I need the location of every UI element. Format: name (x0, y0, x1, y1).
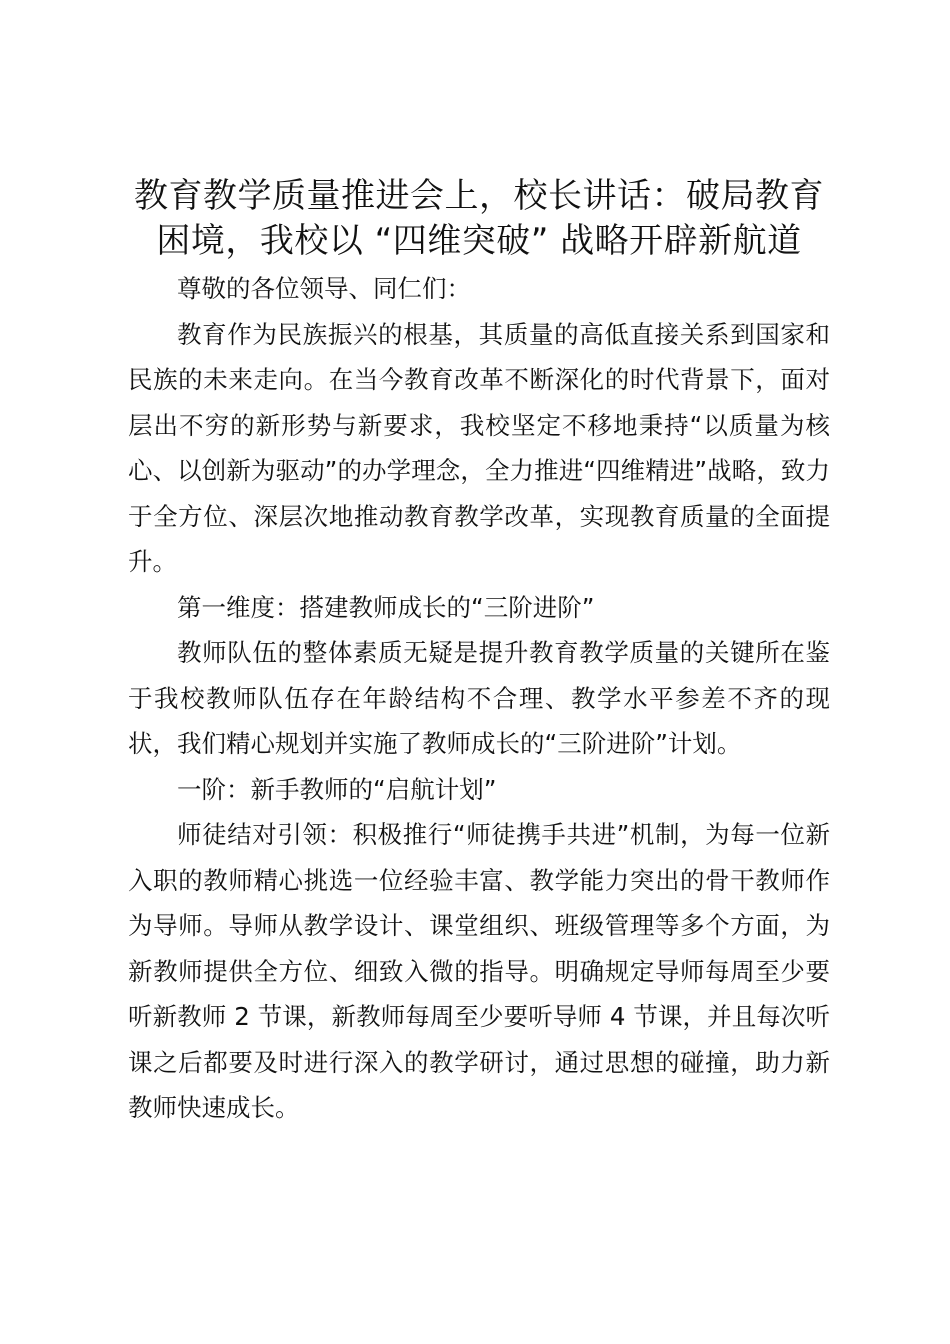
title-line-1: 教育教学质量推进会上，校长讲话：破局教育 (134, 176, 824, 216)
title-line-2: 困境，我校以 “四维突破” 战略开辟新航道 (156, 221, 802, 261)
paragraph-intro: 教育作为民族振兴的根基，其质量的高低直接关系到国家和民族的未来走向。在当今教育改革不断深化的时代背景下，面对层出不穷的新形势与新要求，我校坚定不移地秉持“以质量为核心、以创新为驱动”的办学理念，全力推进“四维精进”战略，致力于全方位、深层次地推动教育教学改革，实现教育质量的全面提升。 (128, 319, 830, 576)
paragraph-mentorship: 师徒结对引领：积极推行“师徒携手共进”机制，为每一位新入职的教师精心挑选一位经验丰富、教学能力突出的骨干教师作为导师。导师从教学设计、课堂组织、班级管理等多个方面，为新教师提供全方位、细致入微的指导。明确规定导师每周至少要听新教师 2 节课，新教师每周至少要听导师 4 节课，并且每次听课之后都要及时进行深入的教学研讨，通过思想的碰撞，助力新教师快速成长。 (128, 820, 830, 1122)
document-body (128, 266, 830, 1131)
section-heading-dimension-1: 第一维度：搭建教师成长的“三阶进阶” (177, 592, 595, 622)
document-page (128, 174, 830, 1131)
paragraph-teacher-quality: 教师队伍的整体素质无疑是提升教育教学质量的关键所在鉴于我校教师队伍存在年龄结构不合理、教学水平参差不齐的现状，我们精心规划并实施了教师成长的“三阶进阶”计划。 (128, 638, 830, 758)
salutation: 尊敬的各位领导、同仁们： (177, 274, 471, 303)
subsection-heading-stage-1: 一阶：新手教师的“启航计划” (177, 774, 497, 804)
document-title (128, 174, 830, 264)
